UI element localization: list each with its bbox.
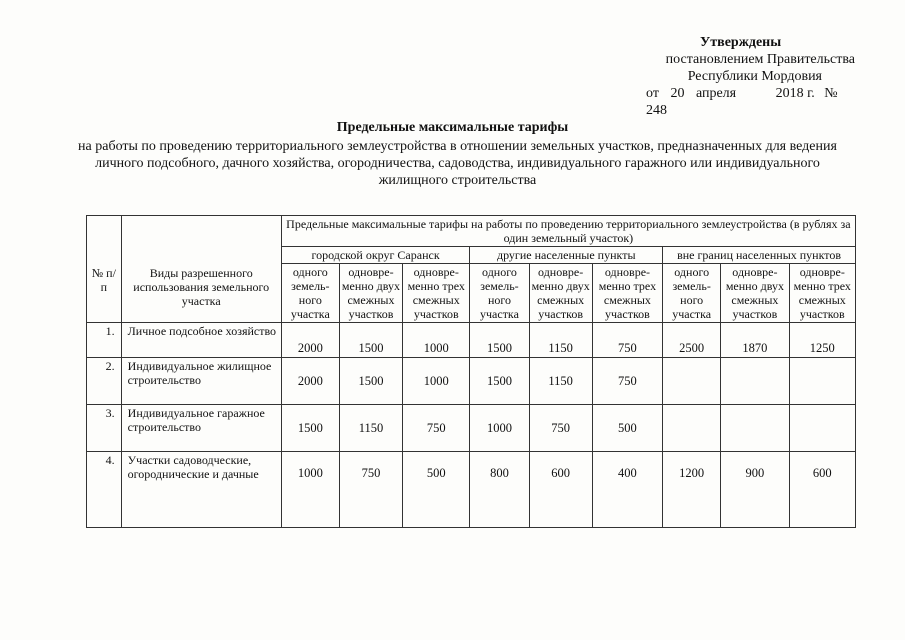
subheader-two-plots: одновре-менно двух смежных участков (529, 264, 592, 323)
tariff-cell: 1000 (403, 358, 470, 405)
table-row (87, 405, 856, 452)
tariff-cell: 750 (403, 405, 470, 452)
land-use-type: Участки садоводческие, огороднические и дачные (121, 452, 281, 528)
row-number: 2. (87, 358, 122, 405)
table-row (87, 323, 856, 358)
tariff-cell (721, 405, 789, 452)
tariff-cell: 1250 (789, 323, 855, 358)
tariff-table (86, 215, 856, 528)
subheader-two-plots: одновре-менно двух смежных участков (339, 264, 402, 323)
date-prefix: от (646, 86, 659, 101)
tariff-cell (663, 405, 721, 452)
tariff-cell: 1150 (529, 358, 592, 405)
subheader-three-plots: одновре-менно трех смежных участков (403, 264, 470, 323)
group-header-saransk: городской округ Саранск (281, 247, 470, 264)
approval-date-line (620, 85, 870, 119)
group-header-outside-settlements: вне границ населенных пунктов (663, 247, 856, 264)
approval-heading: Утверждены (700, 35, 782, 50)
tariff-cell: 1150 (339, 405, 402, 452)
tariff-cell (721, 358, 789, 405)
tariff-cell: 1500 (470, 358, 529, 405)
tariff-cell: 750 (529, 405, 592, 452)
table-row (87, 358, 856, 405)
approval-block (620, 34, 870, 119)
tariff-cell (789, 358, 855, 405)
tariff-cell: 2000 (281, 323, 339, 358)
date-day: 20 (670, 86, 685, 101)
tariff-cell: 600 (529, 452, 592, 528)
subheader-three-plots: одновре-менно трех смежных участков (592, 264, 662, 323)
date-month: апреля (695, 86, 737, 101)
header-number: № п/п (87, 216, 122, 323)
tariff-cell: 1000 (470, 405, 529, 452)
subheader-three-plots: одновре-менно трех смежных участков (789, 264, 855, 323)
tariff-cell: 2000 (281, 358, 339, 405)
tariff-cell: 2500 (663, 323, 721, 358)
subheader-two-plots: одновре-менно двух смежных участков (721, 264, 789, 323)
table-row (87, 452, 856, 528)
row-number: 1. (87, 323, 122, 358)
tariff-cell: 500 (592, 405, 662, 452)
tariff-cell: 900 (721, 452, 789, 528)
tariff-cell: 1000 (281, 452, 339, 528)
tariff-cell: 1200 (663, 452, 721, 528)
tariff-cell: 750 (339, 452, 402, 528)
group-header-other-settlements: другие населенные пункты (470, 247, 663, 264)
header-land-use-type: Виды разрешенного использования земельного участка (121, 216, 281, 323)
land-use-type: Индивидуальное гаражное строительство (121, 405, 281, 452)
approval-line-1: постановлением Правительства (665, 52, 855, 67)
approval-line-2: Республики Мордовия (687, 69, 822, 84)
row-number: 3. (87, 405, 122, 452)
tariff-cell (789, 405, 855, 452)
tariff-cell: 1150 (529, 323, 592, 358)
tariff-cell: 1500 (339, 358, 402, 405)
tariff-cell: 1000 (403, 323, 470, 358)
subheader-one-plot: одного земель-ного участка (281, 264, 339, 323)
subheader-one-plot: одного земель-ного участка (470, 264, 529, 323)
tariff-cell: 1500 (339, 323, 402, 358)
land-use-type: Индивидуальное жилищное строительство (121, 358, 281, 405)
tariff-cell: 600 (789, 452, 855, 528)
date-year: 2018 г. (775, 86, 815, 101)
document-title: Предельные максимальные тарифы (336, 120, 569, 135)
tariff-cell: 1500 (470, 323, 529, 358)
header-tariffs: Предельные максимальные тарифы на работы по проведению территориального землеустройства (в рублях за один земельный участок) (281, 216, 855, 247)
tariff-cell: 1870 (721, 323, 789, 358)
number-sign: № (824, 86, 838, 101)
tariff-cell: 400 (592, 452, 662, 528)
tariff-cell: 800 (470, 452, 529, 528)
subheader-one-plot: одного земель-ного участка (663, 264, 721, 323)
tariff-cell: 500 (403, 452, 470, 528)
land-use-type: Личное подсобное хозяйство (121, 323, 281, 358)
tariff-cell (663, 358, 721, 405)
tariff-cell: 750 (592, 358, 662, 405)
tariff-cell: 1500 (281, 405, 339, 452)
document-subtitle: на работы по проведению территориального землеустройства в отношении земельных участков, предназначенных для ведения личного подсобного, дачного хозяйства, огородничества, садоводства, индивидуального гаражного или индивидуального жилищного строительства (78, 139, 837, 188)
tariff-cell: 750 (592, 323, 662, 358)
row-number: 4. (87, 452, 122, 528)
decree-number: 248 (646, 103, 667, 118)
